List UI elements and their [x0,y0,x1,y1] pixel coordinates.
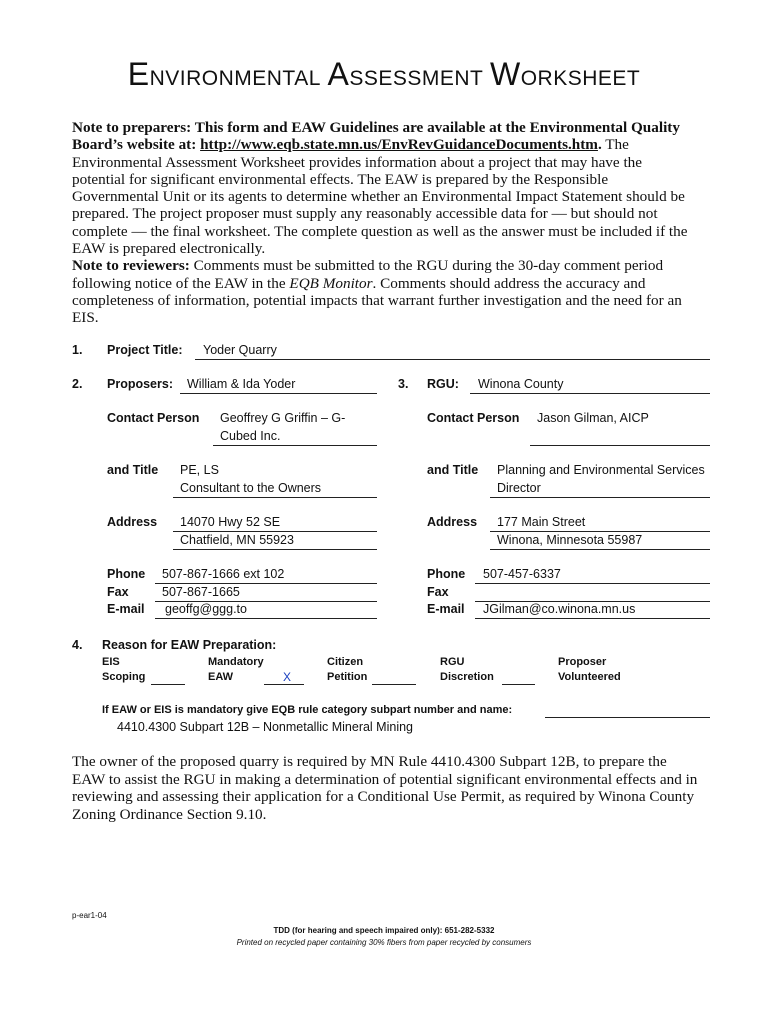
rgu-email-label: E-mail [427,602,465,616]
proposer-contact-line1[interactable]: Geoffrey G Griffin – G- [220,411,346,425]
proposer-title-label: and Title [107,463,159,477]
proposer-contact-line2[interactable]: Cubed Inc. [220,429,281,443]
rgu-discretion-label: RGU Discretion [440,656,494,683]
proposer-email-line [155,618,377,619]
proposer-phone-label: Phone [107,567,146,581]
tdd-line: TDD (for hearing and speech impaired only): 651-282-5332 [273,926,495,935]
rgu-address-line1[interactable]: 177 Main Street [497,515,586,529]
proposer-fax-label: Fax [107,585,129,599]
rgu-phone-label: Phone [427,567,466,581]
q2-number: 2. [72,377,83,391]
project-title-label: Project Title: [107,343,183,357]
eqb-monitor: EQB Monitor [289,274,373,292]
mandatory-eaw-checkline [264,684,304,685]
proposer-address-line2[interactable]: Chatfield, MN 55923 [180,533,294,547]
proposer-address-line1[interactable]: 14070 Hwy 52 SE [180,515,281,529]
proposer-phone-value[interactable]: 507-867-1666 ext 102 [162,567,285,581]
rgu-fax-label: Fax [427,585,449,599]
project-title-value[interactable]: Yoder Quarry [203,343,277,357]
rgu-title-label: and Title [427,463,479,477]
rgu-email-line [475,618,710,619]
guidance-link[interactable]: http://www.eqb.state.mn.us/EnvRevGuidanceDocuments.htm [200,136,598,154]
proposer-address-label: Address [107,515,158,529]
mandatory-answer-line [545,717,710,718]
proposer-address-rule2 [173,549,377,550]
rgu-contact-line [530,445,710,446]
proposer-email-value[interactable]: geoffg@ggg.to [165,602,247,616]
q3-number: 3. [398,377,409,391]
intro-text: The Environmental Assessment Worksheet provides information about a project that may have the potential for significant environmental effects. The EAW is prepared by the Responsible Governmental Unit or its agents to determine whether an Environmental Impact Statement should be prepared. The project proposer must supply any reasonably accessible data for — but should not complete — the final worksheet. The complete question as well as the answer must be included if the EAW is prepared electronically. [72,136,688,258]
rgu-discretion-checkline[interactable] [502,684,535,685]
proposer-contact-line [213,445,377,446]
rgu-line [470,393,710,394]
note-to-preparers: Note to preparers: This form and EAW Guidelines are available at the Environmental Quality Board’s website at: [72,119,680,154]
explanation-paragraph: The owner of the proposed quarry is required by MN Rule 4410.4300 Subpart 12B, to prepare the EAW to assist the RGU in making a determination of potential significant environmental effects and in reviewing and assessing their application for a Conditional Use Permit, as required by Winona County Zoning Ordinance Section 9.10. [72,753,698,823]
mandatory-eaw-label: Mandatory EAW [208,656,264,683]
rgu-address-label: Address [427,515,478,529]
recycled-paper-line: Printed on recycled paper containing 30% fibers from paper recycled by consumers [236,938,532,947]
proposer-title-line1[interactable]: PE, LS [180,463,219,477]
rgu-title-line [490,497,710,498]
rgu-label: RGU: [427,377,459,391]
proposers-value[interactable]: William & Ida Yoder [187,377,296,391]
reason-label: Reason for EAW Preparation: [102,638,277,652]
citizen-petition-label: Citizen Petition [327,656,368,683]
eis-scoping-checkline[interactable] [151,684,185,685]
q1-number: 1. [72,343,83,357]
note-to-reviewers: Note to reviewers: [72,257,190,275]
mandatory-answer[interactable]: 4410.4300 Subpart 12B – Nonmetallic Mineral Mining [117,720,414,734]
rgu-phone-line [475,583,710,584]
rgu-contact-value[interactable]: Jason Gilman, AICP [537,411,649,425]
proposer-title-line [173,497,377,498]
proposer-email-label: E-mail [107,602,145,616]
page-title: ENVIRONMENTAL ASSESSMENT WORKSHEET [127,56,641,92]
proposers-label: Proposers: [107,377,173,391]
proposer-title-line2[interactable]: Consultant to the Owners [180,481,322,495]
rgu-phone-value[interactable]: 507-457-6337 [483,567,561,581]
intro-notes: Note to preparers: This form and EAW Guidelines are available at the Environmental Quality Board’s website at: http://www.eqb.state.mn.us/EnvRevGuidanceDocuments.htm. The Environmental Assessment Worksheet provides information about a project that may have the potential for significant environmental effects. The EAW is prepared by the Responsible Governmental Unit or its agents to determine whether an Environmental Impact Statement should be prepared. The project proposer must supply any reasonably accessible data for — but should not complete — the final worksheet. The complete question as well as the answer must be included if the EAW is prepared electronically. Note to reviewers: Comments must be submitted to the RGU during the 30-day comment period following notice of the EAW in the EQB Monitor. Comments should address the accuracy and completeness of information, potential impacts that warrant further investigation and the need for an EIS. [72,119,688,327]
rgu-value[interactable]: Winona County [478,377,564,391]
rgu-email-value[interactable]: JGilman@co.winona.mn.us [483,602,636,616]
citizen-petition-checkline[interactable] [372,684,416,685]
rgu-address-rule2 [490,549,710,550]
project-title-line [195,359,710,360]
mandatory-eaw-mark[interactable]: X [283,670,292,684]
proposers-line [180,393,377,394]
rgu-contact-label: Contact Person [427,411,520,425]
rgu-title-line2[interactable]: Director [497,481,541,495]
q4-number: 4. [72,638,83,652]
mandatory-question: If EAW or EIS is mandatory give EQB rule category subpart number and name: [102,704,513,716]
rgu-title-line1[interactable]: Planning and Environmental Services [497,463,705,477]
form-id: p-ear1-04 [72,911,107,920]
eis-scoping-label: EIS Scoping [102,656,146,683]
proposer-volunteered-label: Proposer Volunteered [558,656,621,683]
rgu-address-line2[interactable]: Winona, Minnesota 55987 [497,533,643,547]
proposer-fax-value[interactable]: 507-867-1665 [162,585,240,599]
proposer-contact-label: Contact Person [107,411,200,425]
